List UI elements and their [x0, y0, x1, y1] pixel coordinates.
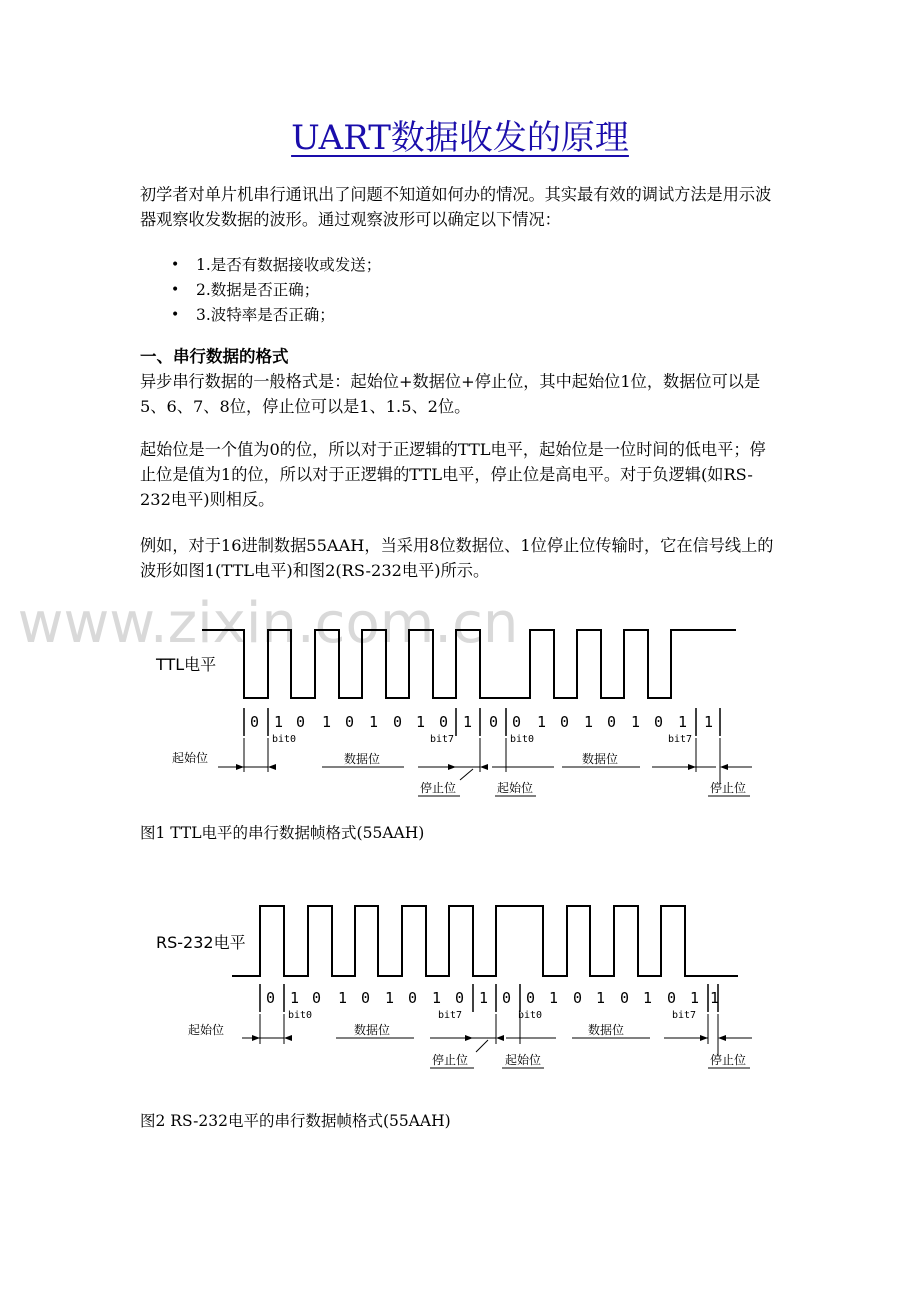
svg-text:起始位: 起始位 — [497, 781, 534, 795]
page-title — [0, 110, 920, 166]
format-paragraph: 异步串行数据的一般格式是：起始位+数据位+停止位，其中起始位1位，数据位可以是5、6、7、8位，停止位可以是1、1.5、2位。 — [140, 372, 761, 416]
svg-text:起始位: 起始位 — [188, 1023, 225, 1037]
svg-text:bit0: bit0 — [518, 1010, 543, 1021]
svg-text:1: 1 — [479, 989, 489, 1007]
checklist-item: • 3.波特率是否正确； — [140, 303, 780, 328]
checklist-item: • 2.数据是否正确； — [140, 278, 780, 303]
signal-label: RS-232电平 — [156, 933, 246, 952]
svg-text:1: 1 — [678, 713, 688, 731]
figure-rs232 — [140, 888, 780, 1080]
svg-text:1: 1 — [690, 989, 700, 1007]
svg-text:1: 1 — [596, 989, 606, 1007]
svg-text:0: 0 — [607, 713, 617, 731]
svg-text:停止位: 停止位 — [420, 781, 457, 795]
figure-1-caption: 图1 TTL电平的串行数据帧格式(55AAH) — [140, 824, 425, 842]
intro-paragraph: 初学者对单片机串行通讯出了问题不知道如何办的情况。其实最有效的调试方法是用示波器观察收发数据的波形。通过观察波形可以确定以下情况： — [140, 185, 772, 229]
rs232-waveform-diagram — [140, 888, 780, 1080]
rs232-waveform — [232, 906, 738, 976]
svg-text:数据位: 数据位 — [354, 1023, 391, 1037]
span-labels — [172, 750, 746, 795]
svg-text:停止位: 停止位 — [432, 1053, 469, 1067]
svg-text:0: 0 — [361, 989, 371, 1007]
ttl-waveform-diagram — [17, 591, 780, 804]
svg-text:0: 0 — [502, 989, 512, 1007]
svg-text:0: 0 — [526, 989, 536, 1007]
svg-text:0: 0 — [345, 713, 355, 731]
svg-text:0: 0 — [393, 713, 403, 731]
svg-text:bit0: bit0 — [510, 734, 535, 745]
signal-label: TTL电平 — [156, 655, 217, 674]
bit-values — [266, 989, 719, 1007]
example-paragraph: 例如，对于16进制数据55AAH，当采用8位数据位、1位停止位传输时，它在信号线上的波形如图1(TTL电平)和图2(RS-232电平)所示。 — [140, 536, 774, 580]
svg-text:数据位: 数据位 — [344, 752, 381, 766]
svg-text:数据位: 数据位 — [582, 752, 619, 766]
svg-text:bit7: bit7 — [438, 1010, 463, 1021]
svg-text:0: 0 — [489, 713, 499, 731]
svg-text:1: 1 — [369, 713, 379, 731]
span-labels — [188, 1022, 746, 1067]
svg-text:1: 1 — [290, 989, 300, 1007]
svg-text:0: 0 — [573, 989, 583, 1007]
svg-text:1: 1 — [710, 989, 720, 1007]
svg-text:0: 0 — [408, 989, 418, 1007]
svg-text:1: 1 — [549, 989, 559, 1007]
svg-text:0: 0 — [667, 989, 677, 1007]
svg-text:1: 1 — [631, 713, 641, 731]
svg-text:0: 0 — [439, 713, 449, 731]
figure-2-caption: 图2 RS-232电平的串行数据帧格式(55AAH) — [140, 1112, 451, 1130]
svg-text:起始位: 起始位 — [505, 1053, 542, 1067]
svg-text:bit7: bit7 — [672, 1010, 697, 1021]
svg-text:停止位: 停止位 — [710, 1053, 747, 1067]
svg-text:0: 0 — [455, 989, 465, 1007]
svg-text:0: 0 — [654, 713, 664, 731]
checklist — [140, 253, 780, 328]
figure-ttl — [17, 591, 780, 804]
svg-text:数据位: 数据位 — [588, 1023, 625, 1037]
svg-text:1: 1 — [322, 713, 332, 731]
svg-text:0: 0 — [312, 989, 322, 1007]
svg-text:1: 1 — [584, 713, 594, 731]
svg-text:0: 0 — [512, 713, 522, 731]
svg-text:0: 0 — [560, 713, 570, 731]
svg-text:起始位: 起始位 — [172, 751, 209, 765]
bit-index-labels — [272, 734, 692, 745]
bit-index-labels — [288, 1010, 696, 1021]
svg-text:0: 0 — [266, 989, 276, 1007]
svg-text:0: 0 — [250, 713, 260, 731]
svg-text:1: 1 — [643, 989, 653, 1007]
svg-text:1: 1 — [416, 713, 426, 731]
svg-text:1: 1 — [338, 989, 348, 1007]
svg-text:1: 1 — [704, 713, 714, 731]
svg-text:0: 0 — [296, 713, 306, 731]
bit-dividers — [244, 708, 720, 736]
watermark: www.zixin.com.cn — [17, 591, 519, 656]
svg-text:1: 1 — [463, 713, 473, 731]
logic-paragraph: 起始位是一个值为0的位，所以对于正逻辑的TTL电平，起始位是一位时间的低电平；停止位是值为1的位，所以对于正逻辑的TTL电平，停止位是高电平。对于负逻辑(如RS-232电平)则相反。 — [140, 440, 766, 509]
svg-text:bit7: bit7 — [430, 734, 455, 745]
svg-text:0: 0 — [620, 989, 630, 1007]
checklist-item: • 1.是否有数据接收或发送； — [140, 253, 780, 278]
svg-text:1: 1 — [537, 713, 547, 731]
svg-text:停止位: 停止位 — [710, 781, 747, 795]
svg-text:1: 1 — [432, 989, 442, 1007]
section-heading: 一、串行数据的格式 — [140, 347, 289, 366]
bit-values — [250, 713, 713, 731]
svg-text:bit0: bit0 — [288, 1010, 313, 1021]
svg-text:1: 1 — [385, 989, 395, 1007]
svg-text:bit0: bit0 — [272, 734, 297, 745]
svg-text:1: 1 — [274, 713, 284, 731]
svg-text:bit7: bit7 — [668, 734, 693, 745]
title-link[interactable]: UART数据收发的原理 — [291, 118, 629, 158]
